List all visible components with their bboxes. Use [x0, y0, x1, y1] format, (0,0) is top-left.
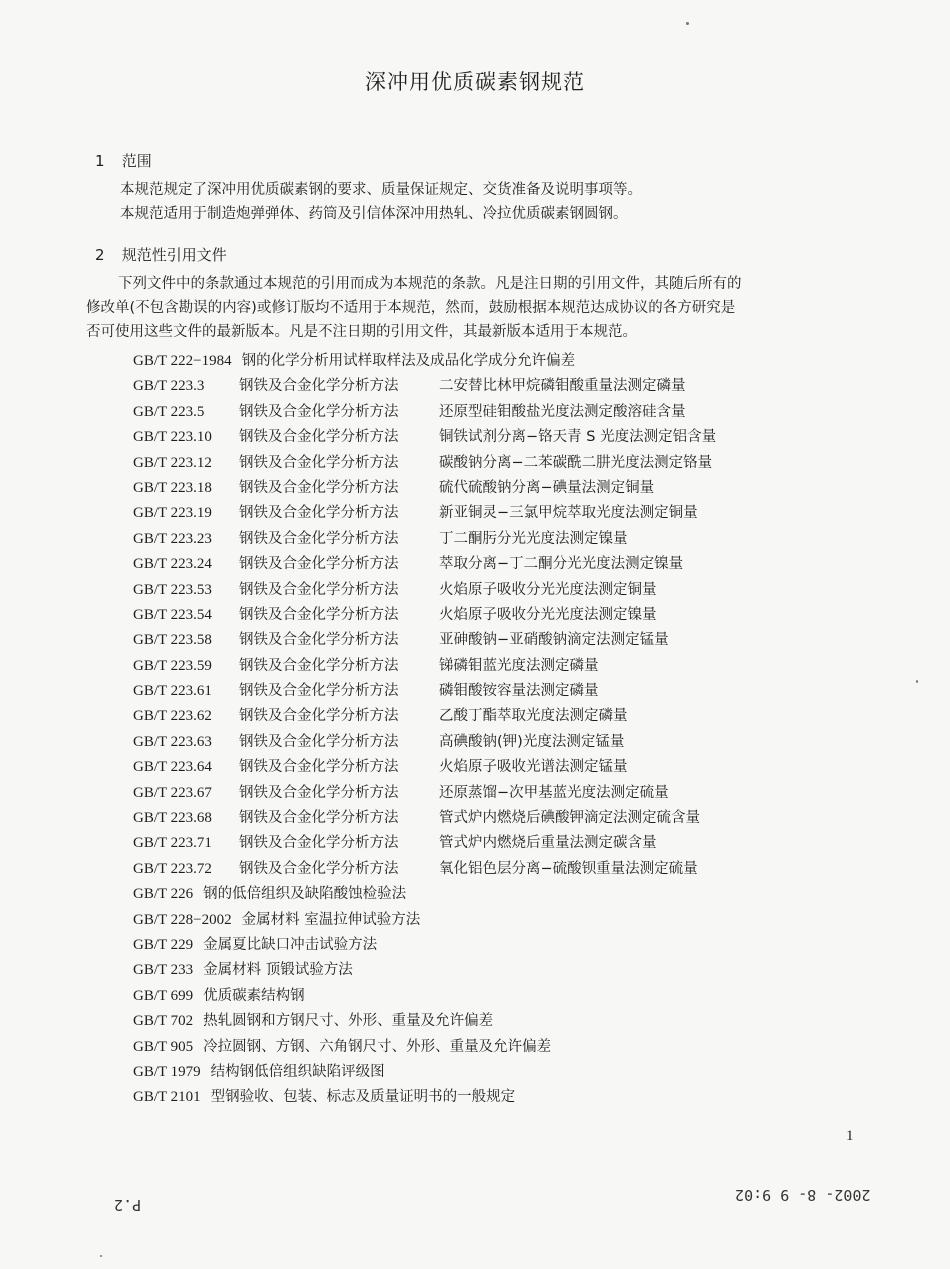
reference-code: GB/T 2101: [133, 1089, 201, 1106]
reference-group: 钢铁及合金化学分析方法: [239, 581, 399, 598]
reference-item: [133, 501, 853, 526]
reference-group: 钢铁及合金化学分析方法: [239, 429, 399, 446]
reference-title: 钢的低倍组织及缺陷酸蚀检验法: [203, 886, 407, 903]
reference-code: GB/T 233: [133, 962, 194, 979]
reference-group: 钢铁及合金化学分析方法: [239, 505, 399, 522]
reference-group: 钢铁及合金化学分析方法: [239, 403, 399, 420]
reference-title: 锑磷钼蓝光度法测定磷量: [439, 657, 599, 674]
reference-group: 钢铁及合金化学分析方法: [239, 657, 399, 674]
reference-item: [133, 425, 853, 450]
reference-code: GB/T 223.59: [133, 657, 212, 674]
reference-title: 钢的化学分析用试样取样法及成品化学成分允许偏差: [241, 353, 576, 369]
reference-group: 钢铁及合金化学分析方法: [239, 759, 399, 776]
reference-title: 管式炉内燃烧后重量法测定碳含量: [439, 835, 657, 852]
reference-code: GB/T 223.63: [133, 733, 212, 750]
reference-item: [133, 1085, 853, 1110]
reference-item: [133, 400, 853, 425]
section-2-heading: [95, 244, 227, 265]
paragraph-line: 本规范规定了深冲用优质碳素钢的要求、质量保证规定、交货准备及说明事项等。: [120, 182, 642, 198]
reference-item: [133, 1060, 853, 1085]
paragraph-line: 本规范适用于制造炮弹弹体、药筒及引信体深冲用热轧、冷拉优质碳素钢圆钢。: [120, 206, 628, 222]
reference-group: 钢铁及合金化学分析方法: [239, 556, 399, 573]
reference-title: 乙酸丁酯萃取光度法测定磷量: [439, 708, 628, 725]
reference-title: 萃取分离−丁二酮分光光度法测定镍量: [439, 556, 684, 573]
scan-speck: [100, 1255, 102, 1257]
reference-code: GB/T 229: [133, 936, 194, 953]
reference-item: [133, 958, 853, 983]
fax-page-mark: P.2: [114, 1196, 142, 1214]
reference-code: GB/T 223.62: [133, 708, 212, 725]
reference-group: 钢铁及合金化学分析方法: [239, 835, 399, 852]
reference-code: GB/T 223.67: [133, 784, 212, 801]
paragraph-line: 修改单(不包含勘误的内容)或修订版均不适用于本规范，然而，鼓励根据本规范达成协议的各方研究是: [86, 300, 736, 316]
reference-code: GB/T 223.12: [133, 454, 212, 471]
reference-code: GB/T 222−1984: [133, 353, 232, 369]
reference-title: 热轧圆钢和方钢尺寸、外形、重量及允许偏差: [203, 1013, 494, 1030]
reference-title: 氧化铝色层分离−硫酸钡重量法测定硫量: [439, 860, 698, 877]
reference-list: [133, 349, 853, 1111]
reference-title: 还原蒸馏−次甲基蓝光度法测定硫量: [439, 784, 669, 801]
section-number: 2: [95, 246, 105, 264]
reference-code: GB/T 223.72: [133, 860, 212, 877]
reference-item: [133, 578, 853, 603]
reference-title: 金属材料 室温拉伸试验方法: [241, 911, 421, 928]
reference-item: [133, 552, 853, 577]
reference-title: 磷钼酸铵容量法测定磷量: [439, 683, 599, 700]
document-title: 深冲用优质碳素钢规范: [365, 70, 585, 94]
reference-title: 火焰原子吸收分光光度法测定铜量: [439, 581, 657, 598]
reference-title: 火焰原子吸收光谱法测定锰量: [439, 759, 628, 776]
fax-timestamp: 2002- 8- 9 9:02: [735, 1186, 871, 1204]
reference-title: 铜铁试剂分离−铬天青 S 光度法测定铝含量: [439, 429, 717, 446]
reference-title: 高碘酸钠(钾)光度法测定锰量: [439, 733, 625, 750]
reference-title: 冷拉圆钢、方钢、六角钢尺寸、外形、重量及允许偏差: [203, 1038, 552, 1055]
reference-item: [133, 882, 853, 907]
reference-group: 钢铁及合金化学分析方法: [239, 606, 399, 623]
reference-group: 钢铁及合金化学分析方法: [239, 683, 399, 700]
reference-item: [133, 755, 853, 780]
scan-speck: [916, 680, 918, 683]
reference-item: [133, 476, 853, 501]
paragraph-line: 下列文件中的条款通过本规范的引用而成为本规范的条款。凡是注日期的引用文件，其随后所有的: [118, 276, 742, 292]
reference-code: GB/T 1979: [133, 1063, 201, 1080]
reference-group: 钢铁及合金化学分析方法: [239, 479, 399, 496]
reference-item: [133, 908, 853, 933]
reference-code: GB/T 223.64: [133, 759, 212, 776]
reference-code: GB/T 223.18: [133, 479, 212, 496]
reference-item: [133, 1009, 853, 1034]
reference-code: GB/T 223.5: [133, 403, 205, 420]
reference-item: [133, 679, 853, 704]
reference-item: [133, 527, 853, 552]
section-title: 规范性引用文件: [121, 246, 227, 264]
reference-code: GB/T 223.53: [133, 581, 212, 598]
reference-item: [133, 451, 853, 476]
page-number: 1: [846, 1128, 854, 1144]
reference-item: [133, 933, 853, 958]
reference-title: 丁二酮肟分光光度法测定镍量: [439, 530, 628, 547]
reference-code: GB/T 699: [133, 987, 194, 1004]
reference-title: 新亚铜灵−三氯甲烷萃取光度法测定铜量: [439, 505, 698, 522]
reference-code: GB/T 226: [133, 886, 194, 903]
reference-group: 钢铁及合金化学分析方法: [239, 860, 399, 877]
reference-group: 钢铁及合金化学分析方法: [239, 632, 399, 649]
reference-item: [133, 704, 853, 729]
reference-code: GB/T 223.71: [133, 835, 212, 852]
reference-code: GB/T 905: [133, 1038, 194, 1055]
reference-code: GB/T 223.61: [133, 683, 212, 700]
reference-item: [133, 857, 853, 882]
reference-title: 亚砷酸钠−亚硝酸钠滴定法测定锰量: [439, 632, 669, 649]
reference-item: [133, 730, 853, 755]
reference-title: 结构钢低倍组织缺陷评级图: [210, 1063, 385, 1080]
reference-code: GB/T 702: [133, 1013, 194, 1030]
reference-title: 管式炉内燃烧后碘酸钾滴定法测定硫含量: [439, 810, 700, 827]
reference-item: [133, 781, 853, 806]
reference-item: [133, 831, 853, 856]
section-2-intro: [86, 272, 856, 344]
reference-group: 钢铁及合金化学分析方法: [239, 733, 399, 750]
reference-title: 还原型硅钼酸盐光度法测定酸溶硅含量: [439, 403, 686, 420]
reference-group: 钢铁及合金化学分析方法: [239, 784, 399, 801]
section-number: 1: [95, 152, 105, 170]
reference-group: 钢铁及合金化学分析方法: [239, 454, 399, 471]
reference-title: 二安替比林甲烷磷钼酸重量法测定磷量: [439, 378, 686, 395]
section-1-body: [88, 178, 858, 226]
reference-group: 钢铁及合金化学分析方法: [239, 810, 399, 827]
reference-title: 火焰原子吸收分光光度法测定镍量: [439, 606, 657, 623]
reference-item: [133, 984, 853, 1009]
reference-code: GB/T 223.58: [133, 632, 212, 649]
reference-item: [133, 603, 853, 628]
reference-item: [133, 654, 853, 679]
reference-group: 钢铁及合金化学分析方法: [239, 708, 399, 725]
section-title: 范围: [121, 152, 152, 170]
reference-code: GB/T 223.68: [133, 810, 212, 827]
reference-code: GB/T 228−2002: [133, 911, 232, 928]
reference-item: [133, 628, 853, 653]
reference-item: [133, 374, 853, 399]
reference-title: 碳酸钠分离−二苯碳酰二肼光度法测定铬量: [439, 454, 713, 471]
reference-item: [133, 349, 853, 374]
reference-title: 金属夏比缺口冲击试验方法: [203, 936, 378, 953]
reference-title: 型钢验收、包装、标志及质量证明书的一般规定: [210, 1089, 516, 1106]
section-1-heading: [95, 150, 152, 171]
reference-code: GB/T 223.10: [133, 429, 212, 446]
reference-group: 钢铁及合金化学分析方法: [239, 530, 399, 547]
reference-title: 硫代硫酸钠分离−碘量法测定铜量: [439, 479, 655, 496]
reference-code: GB/T 223.3: [133, 378, 205, 395]
reference-title: 金属材料 顶锻试验方法: [203, 962, 353, 979]
reference-code: GB/T 223.24: [133, 556, 212, 573]
paragraph-line: 否可使用这些文件的最新版本。凡是不注日期的引用文件，其最新版本适用于本规范。: [86, 324, 637, 340]
reference-item: [133, 1035, 853, 1060]
scan-speck: [686, 22, 689, 25]
reference-code: GB/T 223.54: [133, 606, 212, 623]
reference-code: GB/T 223.19: [133, 505, 212, 522]
reference-title: 优质碳素结构钢: [203, 987, 305, 1004]
reference-code: GB/T 223.23: [133, 530, 212, 547]
reference-item: [133, 806, 853, 831]
reference-group: 钢铁及合金化学分析方法: [239, 378, 399, 395]
